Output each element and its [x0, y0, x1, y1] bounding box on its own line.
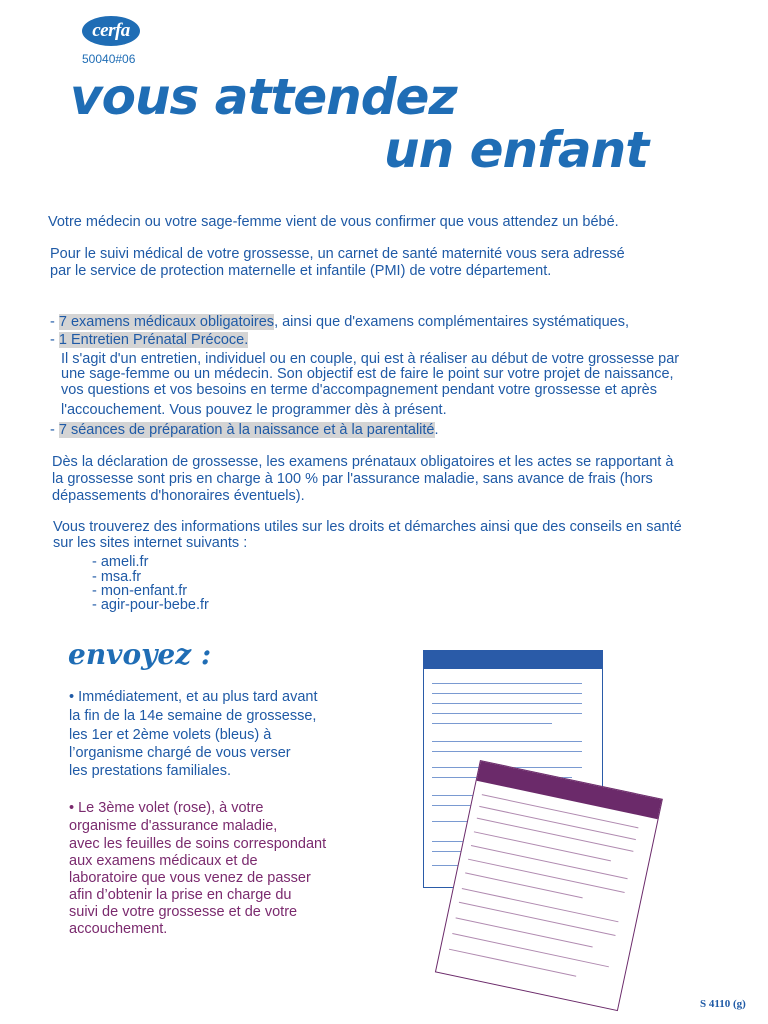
coverage-line: la grossesse sont pris en charge à 100 % par l'assurance maladie, sans avance de frais (hors: [52, 471, 653, 487]
title-line-1: vous attendez: [70, 68, 457, 126]
list-item-prefix: -: [50, 332, 59, 348]
website-link-ameli[interactable]: - ameli.fr: [92, 554, 149, 570]
intro-paragraph-2-line-1: Pour le suivi médical de votre grossesse, un carnet de santé maternité vous sera adressé: [50, 246, 625, 262]
website-link-mon-enfant[interactable]: - mon-enfant.fr: [92, 583, 188, 599]
cerfa-logo-text: cerfa: [92, 20, 130, 41]
envoyez-block-2-line: organisme d'assurance maladie,: [69, 818, 278, 834]
envoyez-block-2-line: laboratoire que vous venez de passer: [69, 870, 311, 886]
list-item-2: [50, 332, 248, 349]
envoyez-block-2-line: avec les feuilles de soins correspondant: [69, 836, 327, 852]
envoyez-block-2-line: suivi de votre grossesse et de votre: [69, 904, 298, 920]
websites-intro-line-2: sur les sites internet suivants :: [53, 535, 248, 551]
websites-intro-line-1: Vous trouverez des informations utiles sur les droits et démarches ainsi que des conseils en santé: [53, 519, 682, 535]
list-item-1-highlight: 7 examens médicaux obligatoires: [58, 314, 275, 330]
blue-form-header: [424, 651, 602, 669]
list-item-3-rest: .: [434, 422, 439, 438]
list-item-1: [50, 314, 629, 331]
website-link-agir-pour-bebe[interactable]: - agir-pour-bebe.fr: [92, 597, 209, 613]
form-reference: S 4110 (g): [700, 998, 746, 1010]
list-item-2-desc-line: Il s'agit d'un entretien, individuel ou en couple, qui est à réaliser au début de votre grossesse par: [61, 351, 680, 367]
form-number: 50040#06: [82, 52, 136, 66]
list-item-2-desc-line: vos questions et vos besoins en terme d'accompagnement pendant votre grossesse et après: [61, 382, 658, 398]
list-item-1-rest: , ainsi que d'examens complémentaires systématiques,: [274, 314, 630, 330]
envoyez-block-2-line: • Le 3ème volet (rose), à votre: [69, 800, 264, 816]
cerfa-logo: [82, 16, 140, 46]
envoyez-block-2-line: afin d’obtenir la prise en charge du: [69, 887, 292, 903]
title-line-2: un enfant: [384, 121, 649, 179]
envoyez-block-1-line: les prestations familiales.: [69, 763, 231, 779]
envoyez-block-2-line: aux examens médicaux et de: [69, 853, 258, 869]
envoyez-block-1-line: • Immédiatement, et au plus tard avant: [69, 689, 318, 705]
envoyez-block-2-line: accouchement.: [69, 921, 168, 937]
list-item-prefix: -: [50, 314, 59, 330]
intro-paragraph-2-line-2: par le service de protection maternelle et infantile (PMI) de votre département.: [50, 263, 552, 279]
website-link-msa[interactable]: - msa.fr: [92, 569, 142, 585]
list-item-2-highlight: 1 Entretien Prénatal Précoce.: [58, 332, 249, 348]
coverage-line: dépassements d'honoraires éventuels).: [52, 488, 305, 504]
list-item-3: [50, 422, 439, 439]
envoyez-block-1-line: l’organisme chargé de vous verser: [69, 745, 291, 761]
list-item-2-desc-line: l'accouchement. Vous pouvez le programmer dès à présent.: [61, 402, 447, 418]
coverage-line: Dès la déclaration de grossesse, les examens prénataux obligatoires et les actes se rapportant à: [52, 454, 674, 470]
list-item-prefix: -: [50, 422, 59, 438]
envoyez-block-1-line: la fin de la 14e semaine de grossesse,: [69, 708, 317, 724]
list-item-2-desc-line: une sage-femme ou un médecin. Son objectif est de faire le point sur votre projet de naissance,: [61, 366, 674, 382]
intro-paragraph-1: Votre médecin ou votre sage-femme vient de vous confirmer que vous attendez un bébé.: [48, 214, 619, 230]
envoyez-heading: envoyez :: [68, 638, 212, 671]
list-item-3-highlight: 7 séances de préparation à la naissance et à la parentalité: [58, 422, 435, 438]
envoyez-block-1-line: les 1er et 2ème volets (bleus) à: [69, 727, 272, 743]
